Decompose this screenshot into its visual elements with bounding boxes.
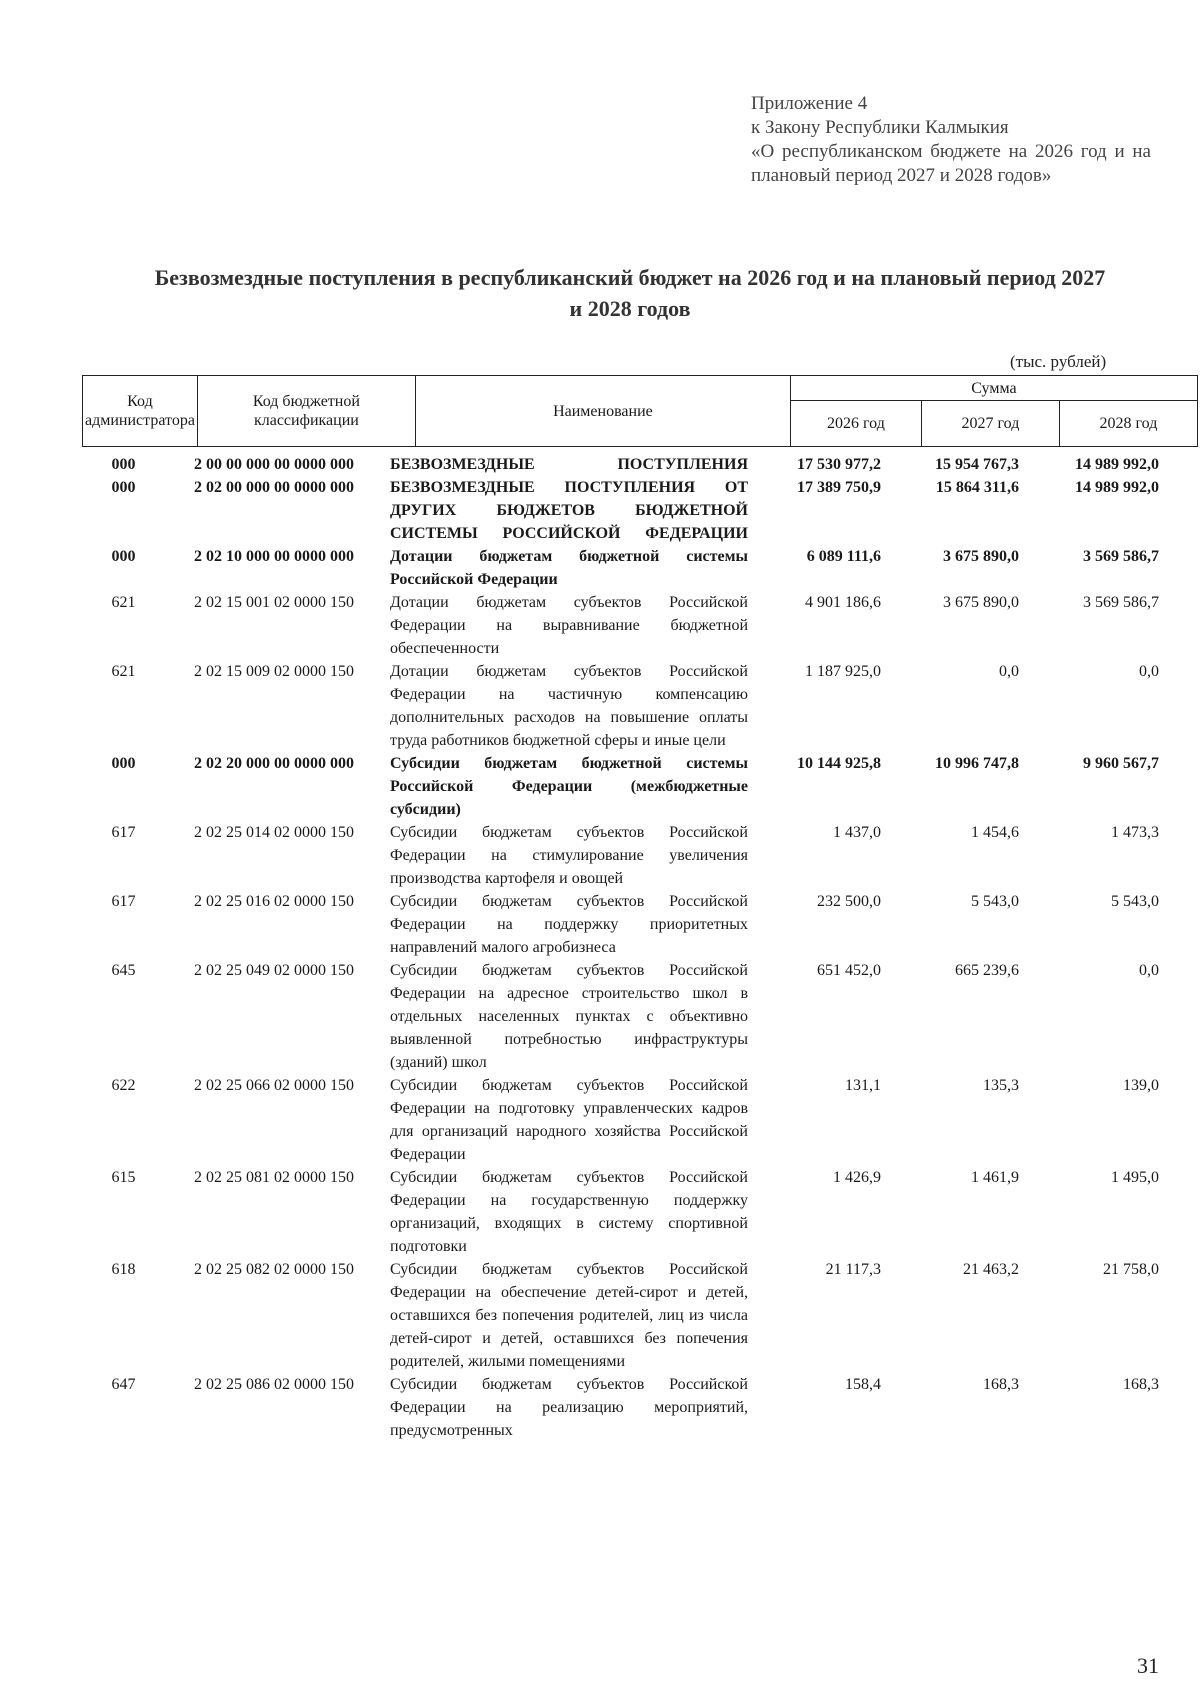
- table-row: [82, 959, 1165, 1074]
- amount-2026-cell: 21 117,3: [825, 1261, 881, 1278]
- amount-2027-cell: 168,3: [983, 1376, 1019, 1393]
- name-cell: Субсидии бюджетам субъектов Российской Федерации на стимулирование увеличения производства картофеля и овощей: [390, 824, 748, 887]
- name-cell: Субсидии бюджетам субъектов Российской Федерации на реализацию мероприятий, предусмотренных: [390, 1376, 748, 1439]
- header-year-2027: 2027 год: [921, 401, 1059, 447]
- budget-code-cell: 2 02 25 014 02 0000 150: [194, 824, 354, 841]
- amount-2028-cell: 3 569 586,7: [1083, 548, 1159, 565]
- amount-2026-cell: 158,4: [845, 1376, 881, 1393]
- admin-code-cell: 647: [111, 1376, 136, 1393]
- admin-code-cell: 000: [111, 479, 136, 496]
- amount-2026-cell: 1 437,0: [833, 824, 881, 841]
- admin-code-cell: 615: [111, 1169, 136, 1186]
- amount-2027-cell: 21 463,2: [963, 1261, 1019, 1278]
- name-cell: БЕЗВОЗМЕЗДНЫЕ ПОСТУПЛЕНИЯ ОТ ДРУГИХ БЮДЖЕТОВ БЮДЖЕТНОЙ СИСТЕМЫ РОССИЙСКОЙ ФЕДЕРАЦИИ: [390, 479, 748, 542]
- header-year-2028: 2028 год: [1059, 401, 1197, 447]
- budget-code-cell: 2 02 15 009 02 0000 150: [194, 663, 354, 680]
- amount-2027-cell: 1 454,6: [971, 824, 1019, 841]
- header-budget-code: Код бюджетной классификации: [197, 376, 415, 447]
- admin-code-cell: 621: [111, 594, 136, 611]
- table-row: [82, 1258, 1165, 1373]
- amount-2027-cell: 0,0: [999, 663, 1019, 680]
- amount-2026-cell: 651 452,0: [817, 962, 881, 979]
- amount-2028-cell: 1 495,0: [1111, 1169, 1159, 1186]
- amount-2028-cell: 14 989 992,0: [1075, 456, 1159, 473]
- table-body: [82, 453, 1165, 1442]
- table-row: [82, 821, 1165, 890]
- amount-2028-cell: 9 960 567,7: [1083, 755, 1159, 772]
- header-name: Наименование: [415, 376, 790, 447]
- budget-code-cell: 2 02 15 001 02 0000 150: [194, 594, 354, 611]
- name-cell: Дотации бюджетам бюджетной системы Российской Федерации: [390, 548, 748, 588]
- header-admin-code: Код администратора: [83, 376, 198, 447]
- table-row: [82, 476, 1165, 545]
- amount-2026-cell: 10 144 925,8: [797, 755, 881, 772]
- admin-code-cell: 621: [111, 663, 136, 680]
- name-cell: Субсидии бюджетам бюджетной системы Российской Федерации (межбюджетные субсидии): [390, 755, 748, 818]
- budget-code-cell: 2 02 25 086 02 0000 150: [194, 1376, 354, 1393]
- name-cell: Дотации бюджетам субъектов Российской Федерации на выравнивание бюджетной обеспеченности: [390, 594, 748, 657]
- table-row: [82, 1074, 1165, 1166]
- name-cell: Субсидии бюджетам субъектов Российской Федерации на адресное строительство школ в отдельных населенных пунктах с объективно выявленной потребностью инфраструктуры (зданий) школ: [390, 962, 748, 1071]
- admin-code-cell: 000: [111, 456, 136, 473]
- amount-2027-cell: 1 461,9: [971, 1169, 1019, 1186]
- admin-code-cell: 617: [111, 893, 136, 910]
- amount-2027-cell: 135,3: [983, 1077, 1019, 1094]
- amount-2028-cell: 21 758,0: [1103, 1261, 1159, 1278]
- table-row: [82, 752, 1165, 821]
- table-row: [82, 591, 1165, 660]
- amount-2027-cell: 3 675 890,0: [943, 548, 1019, 565]
- admin-code-cell: 000: [111, 548, 136, 565]
- amount-2028-cell: 139,0: [1123, 1077, 1159, 1094]
- units-label: (тыс. рублей): [1010, 352, 1107, 371]
- amount-2027-cell: 15 954 767,3: [935, 456, 1019, 473]
- admin-code-cell: 617: [111, 824, 136, 841]
- amount-2026-cell: 6 089 111,6: [806, 548, 881, 565]
- amount-2028-cell: 0,0: [1139, 962, 1159, 979]
- appendix-line: к Закону Республики Калмыкия: [751, 117, 1009, 138]
- name-cell: Субсидии бюджетам субъектов Российской Федерации на обеспечение детей-сирот и детей, оставшихся без попечения родителей, лиц из числа детей-сирот и детей, оставшихся без попечения родителей, жилыми помещениями: [390, 1261, 748, 1370]
- budget-code-cell: 2 02 25 049 02 0000 150: [194, 962, 354, 979]
- amount-2027-cell: 3 675 890,0: [943, 594, 1019, 611]
- name-cell: Субсидии бюджетам субъектов Российской Федерации на государственную поддержку организаций, входящих в систему спортивной подготовки: [390, 1169, 748, 1255]
- budget-code-cell: 2 02 25 066 02 0000 150: [194, 1077, 354, 1094]
- table-row: [82, 545, 1165, 591]
- name-cell: Дотации бюджетам субъектов Российской Федерации на частичную компенсацию дополнительных расходов на повышение оплаты труда работников бюджетной сферы и иные цели: [390, 663, 748, 749]
- name-cell: Субсидии бюджетам субъектов Российской Федерации на подготовку управленческих кадров для организаций народного хозяйства Российской Федерации: [390, 1077, 748, 1163]
- amount-2026-cell: 131,1: [845, 1077, 881, 1094]
- admin-code-cell: 645: [111, 962, 136, 979]
- amount-2028-cell: 168,3: [1123, 1376, 1159, 1393]
- table-row: [82, 890, 1165, 959]
- budget-code-cell: 2 02 00 000 00 0000 000: [194, 479, 354, 496]
- amount-2026-cell: 17 389 750,9: [797, 479, 881, 496]
- amount-2026-cell: 232 500,0: [817, 893, 881, 910]
- budget-code-cell: 2 02 25 081 02 0000 150: [194, 1169, 354, 1186]
- amount-2028-cell: 0,0: [1139, 663, 1159, 680]
- admin-code-cell: 622: [111, 1077, 136, 1094]
- amount-2026-cell: 4 901 186,6: [805, 594, 881, 611]
- amount-2027-cell: 5 543,0: [971, 893, 1019, 910]
- budget-code-cell: 2 02 10 000 00 0000 000: [194, 548, 354, 565]
- amount-2027-cell: 665 239,6: [955, 962, 1019, 979]
- amount-2028-cell: 14 989 992,0: [1075, 479, 1159, 496]
- budget-code-cell: 2 02 25 016 02 0000 150: [194, 893, 354, 910]
- header-sum: Сумма: [790, 376, 1197, 401]
- document-title: Безвозмездные поступления в республиканский бюджет на 2026 год и на плановый период 2027 и 2028 годов: [154, 265, 1106, 321]
- amount-2028-cell: 3 569 586,7: [1083, 594, 1159, 611]
- admin-code-cell: 000: [111, 755, 136, 772]
- table-header: [82, 375, 1198, 447]
- budget-code-cell: 2 02 25 082 02 0000 150: [194, 1261, 354, 1278]
- table-row: [82, 660, 1165, 752]
- amount-2026-cell: 17 530 977,2: [797, 456, 881, 473]
- table-row: [82, 1373, 1165, 1442]
- table-row: [82, 453, 1165, 476]
- page-number: 31: [1137, 1653, 1159, 1678]
- amount-2026-cell: 1 426,9: [833, 1169, 881, 1186]
- amount-2027-cell: 15 864 311,6: [935, 479, 1019, 496]
- appendix-line: Приложение 4: [751, 93, 868, 114]
- budget-code-cell: 2 00 00 000 00 0000 000: [194, 456, 354, 473]
- table-row: [82, 1166, 1165, 1258]
- amount-2027-cell: 10 996 747,8: [935, 755, 1019, 772]
- amount-2028-cell: 5 543,0: [1111, 893, 1159, 910]
- name-cell: Субсидии бюджетам субъектов Российской Федерации на поддержку приоритетных направлений малого агробизнеса: [390, 893, 748, 956]
- budget-code-cell: 2 02 20 000 00 0000 000: [194, 755, 354, 772]
- appendix-header: [751, 92, 1151, 188]
- admin-code-cell: 618: [111, 1261, 136, 1278]
- amount-2028-cell: 1 473,3: [1111, 824, 1159, 841]
- appendix-line: «О республиканском бюджете на 2026 год и на плановый период 2027 и 2028 годов»: [751, 141, 1151, 186]
- name-cell: БЕЗВОЗМЕЗДНЫЕ ПОСТУПЛЕНИЯ: [390, 456, 748, 473]
- amount-2026-cell: 1 187 925,0: [805, 663, 881, 680]
- header-year-2026: 2026 год: [790, 401, 921, 447]
